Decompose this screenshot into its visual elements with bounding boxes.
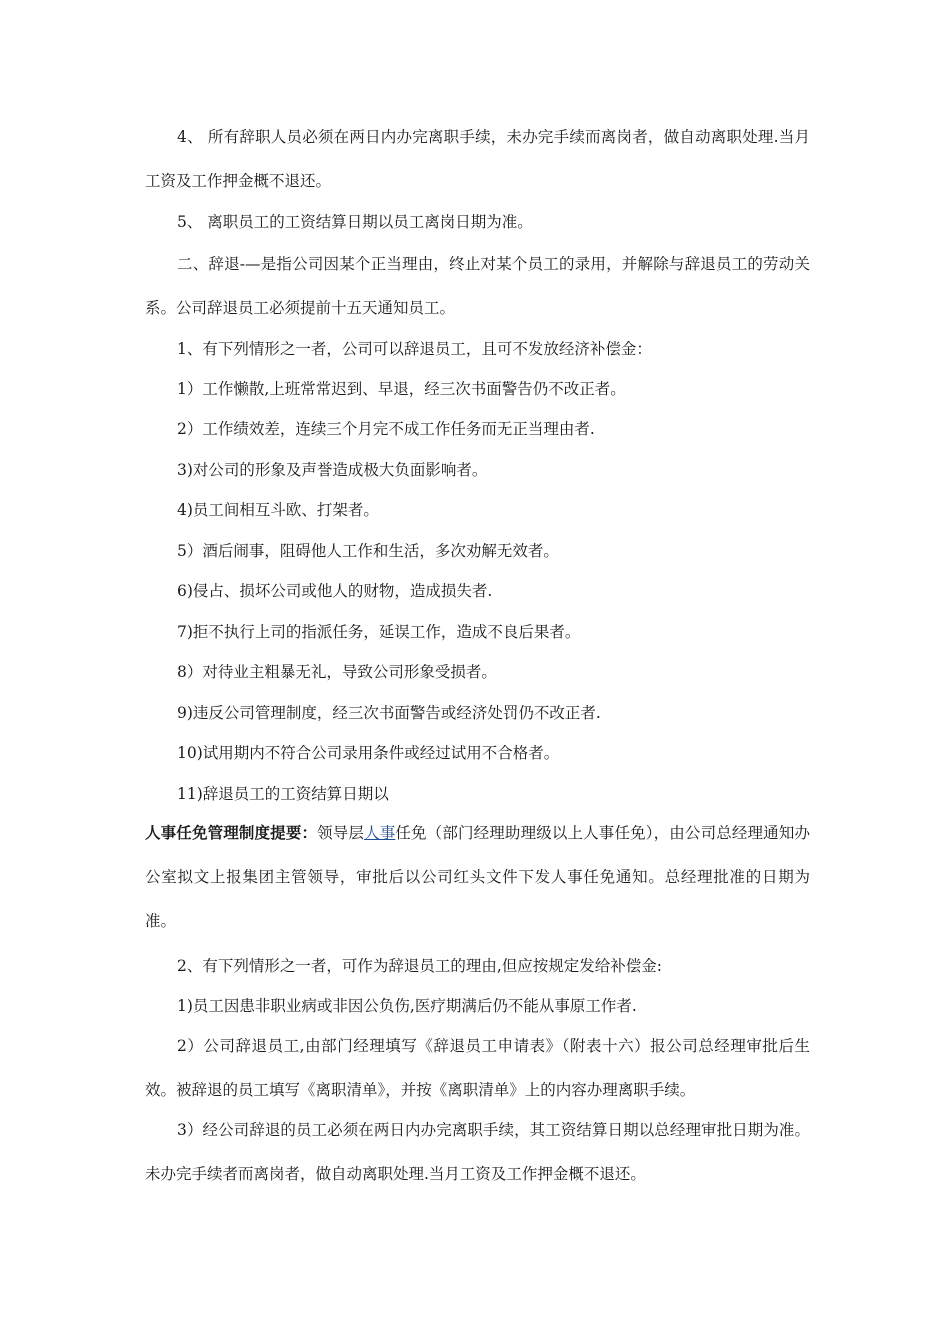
list-item: 11)辞退员工的工资结算日期以 [177, 785, 389, 803]
list-item: 1)员工因患非职业病或非因公负伤,医疗期满后仍不能从事原工作者. [177, 997, 637, 1015]
paragraph-dismissal-no-compensation: 1、有下列情形之一者，公司可以辞退员工，且可不发放经济补偿金： [177, 340, 652, 358]
note-text-body: 任免（部门经理助理级以上人事任免），由公司总经理通知办公室拟文上报集团主管领导，审批后以公司红头文件下发人事任免通知。总经理批准的日期为准。 [145, 824, 810, 930]
inserted-hr-appointment-note [145, 811, 810, 943]
list-item: 5）酒后闹事，阻碍他人工作和生活，多次劝解无效者。 [177, 542, 559, 560]
note-text-prefix: 领导层 [317, 824, 365, 842]
list-item: 6)侵占、损坏公司或他人的财物，造成损失者. [177, 582, 493, 600]
list-item: 9)违反公司管理制度，经三次书面警告或经济处罚仍不改正者. [177, 704, 601, 722]
paragraph-resignation-salary-date: 5、 离职员工的工资结算日期以员工离岗日期为准。 [177, 213, 533, 231]
list-item: 4)员工间相互斗欧、打架者。 [177, 501, 379, 519]
list-item: 10)试用期内不符合公司录用条件或经过试用不合格者。 [177, 744, 560, 762]
paragraph-dismissal-definition: 二、辞退-—是指公司因某个正当理由，终止对某个员工的录用，并解除与辞退员工的劳动关系。公司辞退员工必须提前十五天通知员工。 [145, 255, 810, 317]
hr-link[interactable]: 人事 [364, 824, 396, 842]
note-heading-colon: ： [301, 823, 318, 842]
paragraph-dismissal-with-compensation: 2、有下列情形之一者，可作为辞退员工的理由,但应按规定发给补偿金: [177, 957, 663, 975]
list-item: 2）公司辞退员工,由部门经理填写《辞退员工申请表》（附表十六）报公司总经理审批后生效。被辞退的员工填写《离职清单》，并按《离职清单》上的内容办理离职手续。 [145, 1037, 810, 1099]
list-item: 3)对公司的形象及声誉造成极大负面影响者。 [177, 461, 488, 479]
note-heading: 人事任免管理制度提要 [145, 823, 302, 842]
list-item: 1）工作懒散,上班常常迟到、早退，经三次书面警告仍不改正者。 [177, 380, 626, 398]
list-item: 7)拒不执行上司的指派任务，延误工作，造成不良后果者。 [177, 623, 581, 641]
list-item: 3）经公司辞退的员工必须在两日内办完离职手续，其工资结算日期以总经理审批日期为准。未办完手续者而离岗者，做自动离职处理.当月工资及工作押金概不退还。 [145, 1121, 810, 1183]
paragraph-resignation-procedure: 4、 所有辞职人员必须在两日内办完离职手续，未办完手续而离岗者，做自动离职处理.当月工资及工作押金概不退还。 [145, 128, 810, 190]
list-item: 8）对待业主粗暴无礼，导致公司形象受损者。 [177, 663, 497, 681]
list-item: 2）工作绩效差，连续三个月完不成工作任务而无正当理由者. [177, 420, 595, 438]
